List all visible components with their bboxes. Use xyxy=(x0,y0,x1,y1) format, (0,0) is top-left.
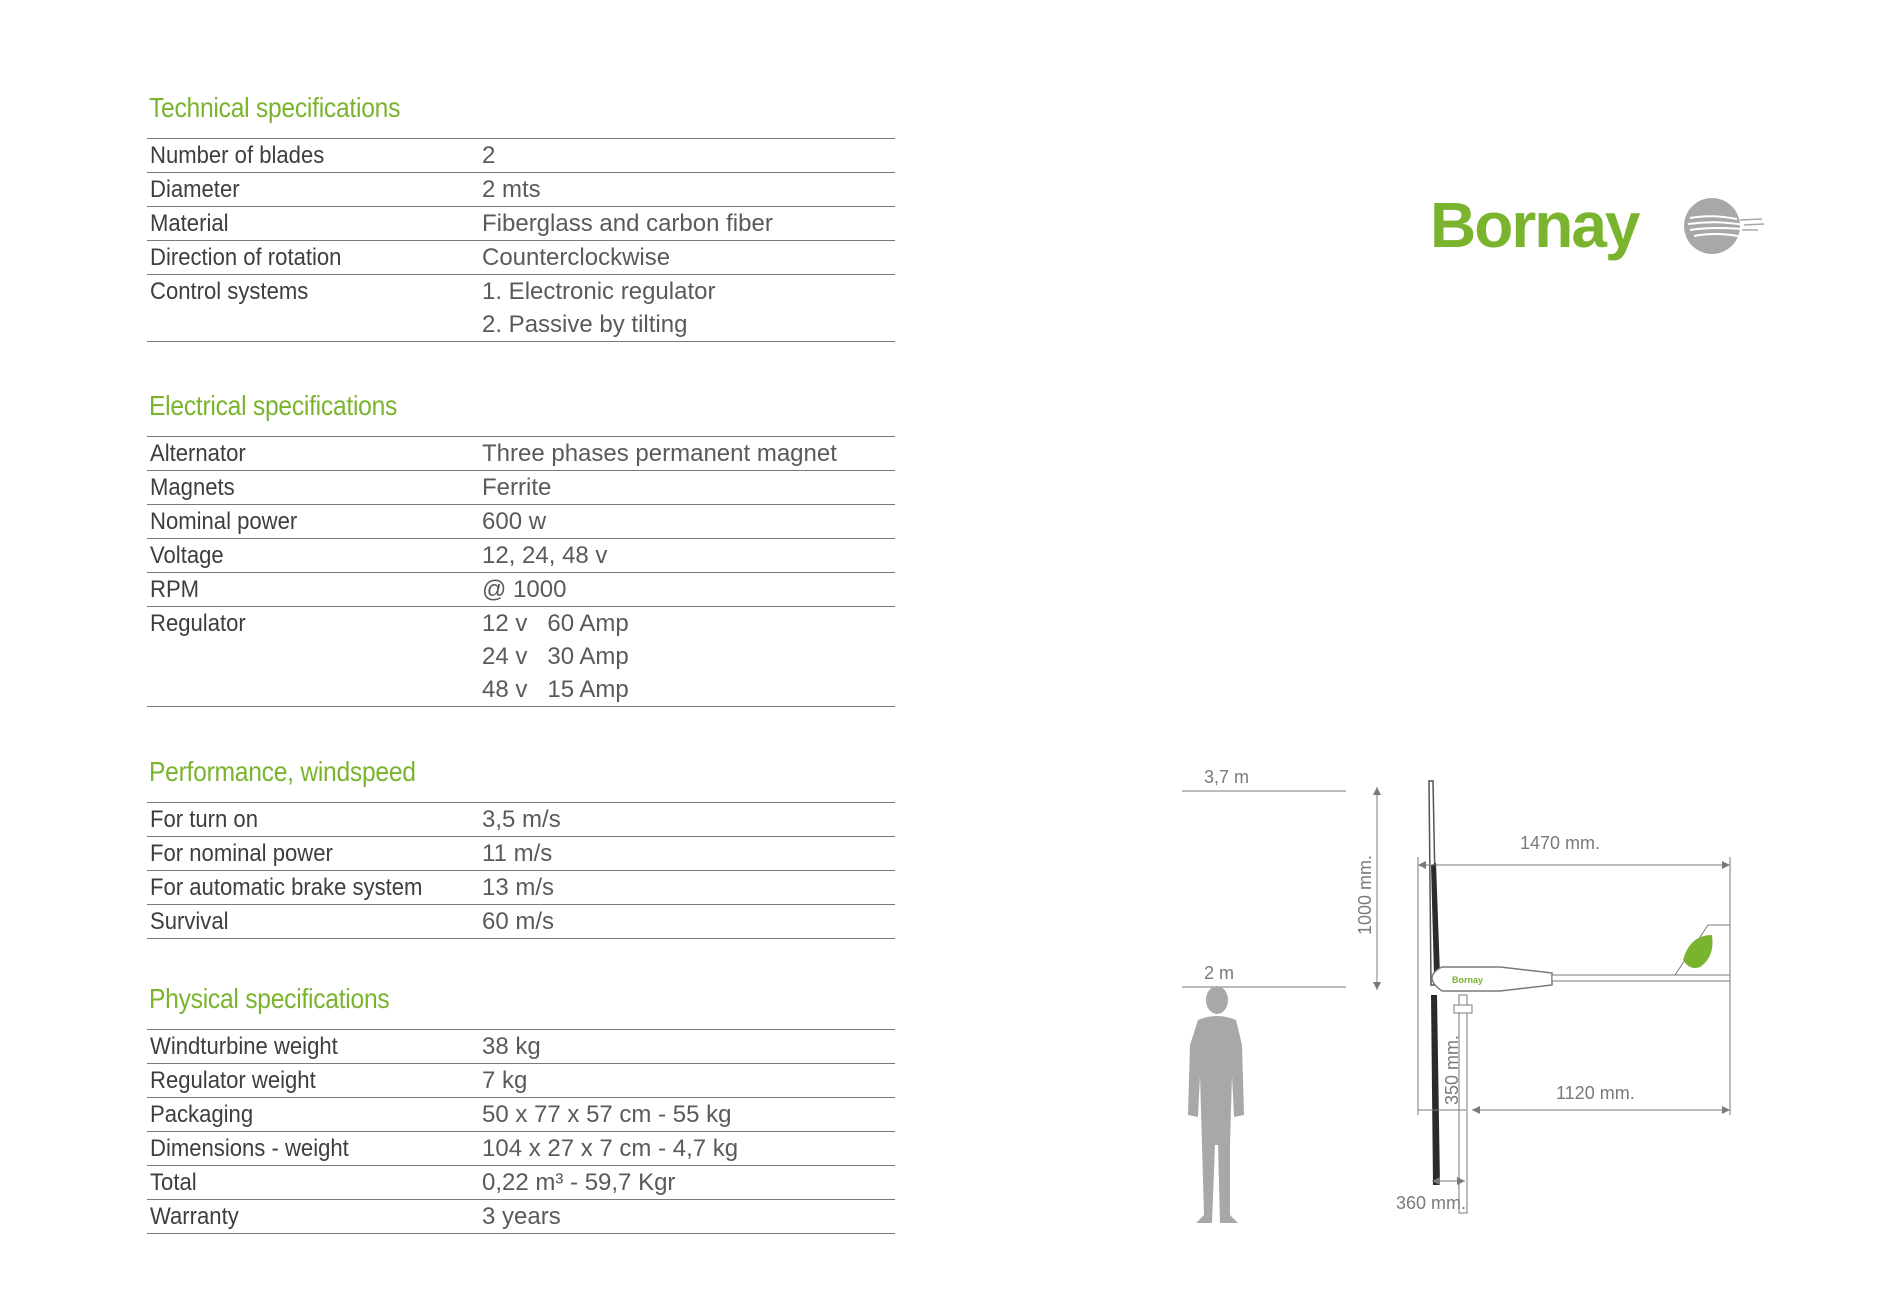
section-title: Physical specifications xyxy=(149,983,390,1014)
spec-value xyxy=(479,539,895,573)
spec-label-text: Alternator xyxy=(150,440,246,467)
spec-row xyxy=(147,173,895,207)
spec-value xyxy=(479,607,895,707)
base-offset-label: 360 mm. xyxy=(1396,1193,1467,1213)
spec-value-line: 50 x 77 x 57 cm - 55 kg xyxy=(482,1101,732,1128)
spec-value xyxy=(479,573,895,607)
spec-value xyxy=(479,1064,895,1098)
spec-label-text: Voltage xyxy=(150,542,224,569)
spec-label xyxy=(147,207,479,241)
spec-value-line: 48 v 15 Amp xyxy=(482,676,629,703)
spec-value-line: 11 m/s xyxy=(482,840,553,867)
spec-row xyxy=(147,471,895,505)
spec-value xyxy=(479,837,895,871)
spec-label xyxy=(147,139,479,173)
spec-row xyxy=(147,905,895,939)
spec-label xyxy=(147,173,479,207)
nacelle-logo: Bornay xyxy=(1452,975,1484,985)
spec-label xyxy=(147,1064,479,1098)
nacelle xyxy=(1432,967,1552,991)
spec-label xyxy=(147,607,479,707)
height-person-label: 2 m xyxy=(1204,963,1235,983)
spec-value-line: 13 m/s xyxy=(482,874,555,901)
person-silhouette-icon xyxy=(1188,986,1244,1223)
spec-value xyxy=(479,275,895,342)
spec-row xyxy=(147,1064,895,1098)
spec-value xyxy=(479,173,895,207)
spec-value xyxy=(479,1200,895,1234)
spec-label-text: Regulator weight xyxy=(150,1067,316,1094)
section-title: Performance, windspeed xyxy=(149,756,416,787)
spec-table xyxy=(147,1029,895,1234)
spec-row xyxy=(147,1132,895,1166)
spec-label xyxy=(147,1030,479,1064)
spec-value xyxy=(479,803,895,837)
spec-row xyxy=(147,1166,895,1200)
spec-value-line: 60 m/s xyxy=(482,908,555,935)
spec-label xyxy=(147,803,479,837)
spec-row xyxy=(147,539,895,573)
spec-row xyxy=(147,573,895,607)
tail-length-label: 1120 mm. xyxy=(1556,1083,1635,1103)
spec-label-text: Number of blades xyxy=(150,142,325,169)
spec-value xyxy=(479,471,895,505)
technical-specifications-section xyxy=(147,92,895,342)
spec-value-line: 0,22 m³ - 59,7 Kgr xyxy=(482,1169,676,1196)
spec-label xyxy=(147,437,479,471)
spec-value xyxy=(479,1166,895,1200)
spec-label-text: Warranty xyxy=(150,1203,239,1230)
spec-row xyxy=(147,871,895,905)
logo-wordmark: Bornay xyxy=(1430,189,1639,261)
spec-label xyxy=(147,871,479,905)
spec-row xyxy=(147,139,895,173)
spec-value-line: 104 x 27 x 7 cm - 4,7 kg xyxy=(482,1135,739,1162)
spec-label-text: Magnets xyxy=(150,474,235,501)
mast-offset-label: 350 mm. xyxy=(1442,1034,1462,1105)
spec-value-line: 38 kg xyxy=(482,1033,541,1060)
spec-label-text: Dimensions - weight xyxy=(150,1135,349,1162)
spec-value-line: 2. Passive by tilting xyxy=(482,311,688,338)
spec-value xyxy=(479,207,895,241)
spec-table xyxy=(147,802,895,939)
spec-value-line: 1. Electronic regulator xyxy=(482,278,716,305)
spec-label-text: Material xyxy=(150,210,229,237)
spec-label-text: For automatic brake system xyxy=(150,874,423,901)
spec-label xyxy=(147,505,479,539)
spec-value-line: @ 1000 xyxy=(482,576,567,603)
spec-label xyxy=(147,1200,479,1234)
spec-value-line: 600 w xyxy=(482,508,547,535)
spec-value-line: 12 v 60 Amp xyxy=(482,610,629,637)
spec-row xyxy=(147,837,895,871)
spec-value-line: 7 kg xyxy=(482,1067,528,1094)
spec-value-line: 12, 24, 48 v xyxy=(482,542,608,569)
spec-row xyxy=(147,803,895,837)
spec-value xyxy=(479,241,895,275)
spec-label-text: Regulator xyxy=(150,610,246,637)
spec-value xyxy=(479,437,895,471)
height-top-label: 3,7 m xyxy=(1204,767,1250,787)
blade-length-label: 1000 mm. xyxy=(1355,854,1375,935)
spec-table xyxy=(147,436,895,707)
spec-row xyxy=(147,505,895,539)
spec-value xyxy=(479,505,895,539)
spec-label xyxy=(147,905,479,939)
physical-specifications-section xyxy=(147,983,895,1234)
spec-row xyxy=(147,1030,895,1064)
section-title: Electrical specifications xyxy=(149,390,398,421)
spec-label-text: RPM xyxy=(150,576,200,603)
spec-label-text: Direction of rotation xyxy=(150,244,342,271)
electrical-specifications-section xyxy=(147,390,895,707)
spec-row xyxy=(147,1200,895,1234)
spec-row xyxy=(147,437,895,471)
spec-value-line: 3 years xyxy=(482,1203,561,1230)
spec-label-text: Diameter xyxy=(150,176,240,203)
spec-label-text: Control systems xyxy=(150,278,309,305)
spec-value-line: 2 xyxy=(482,142,496,169)
spec-label-text: Total xyxy=(150,1169,197,1196)
spec-label xyxy=(147,539,479,573)
tail-boom xyxy=(1552,975,1730,981)
spec-row xyxy=(147,207,895,241)
spec-label xyxy=(147,241,479,275)
spec-label-text: Windturbine weight xyxy=(150,1033,338,1060)
logo-emblem-icon xyxy=(1682,196,1764,256)
spec-value xyxy=(479,871,895,905)
spec-label xyxy=(147,573,479,607)
spec-value-line: Ferrite xyxy=(482,474,552,501)
spec-row xyxy=(147,1098,895,1132)
section-title: Technical specifications xyxy=(149,92,401,123)
spec-value-line: 24 v 30 Amp xyxy=(482,643,629,670)
spec-table xyxy=(147,138,895,342)
windturbine-drawing xyxy=(1160,745,1760,1245)
spec-value-line: Three phases permanent magnet xyxy=(482,440,837,467)
spec-value-line: 2 mts xyxy=(482,176,541,203)
spec-value-line: 3,5 m/s xyxy=(482,806,561,833)
spec-label xyxy=(147,1132,479,1166)
spec-label-text: For nominal power xyxy=(150,840,333,867)
spec-value xyxy=(479,1030,895,1064)
spec-label-text: Packaging xyxy=(150,1101,254,1128)
spec-row xyxy=(147,607,895,707)
spec-label-text: For turn on xyxy=(150,806,258,833)
spec-row xyxy=(147,241,895,275)
spec-value xyxy=(479,139,895,173)
performance-windspeed-section xyxy=(147,756,895,939)
lower-blade xyxy=(1431,995,1440,1185)
spec-value-line: Fiberglass and carbon fiber xyxy=(482,210,773,237)
spec-value xyxy=(479,1098,895,1132)
spec-row xyxy=(147,275,895,342)
spec-label xyxy=(147,275,479,342)
spec-label-text: Nominal power xyxy=(150,508,298,535)
spec-value-line: Counterclockwise xyxy=(482,244,671,271)
spec-label-text: Survival xyxy=(150,908,229,935)
spec-label xyxy=(147,471,479,505)
spec-value xyxy=(479,1132,895,1166)
spec-value xyxy=(479,905,895,939)
overall-length-label: 1470 mm. xyxy=(1520,833,1601,853)
spec-label xyxy=(147,837,479,871)
spec-label xyxy=(147,1098,479,1132)
spec-label xyxy=(147,1166,479,1200)
